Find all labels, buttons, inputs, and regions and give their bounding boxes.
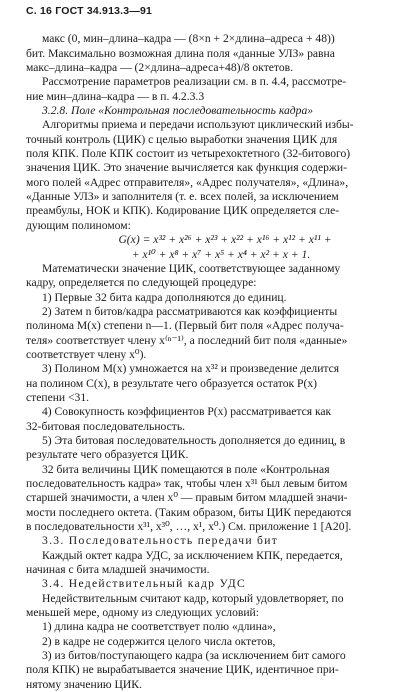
text-line: полинома M(x) степени n—1. (Первый бит поля «Адрес получа- (26, 319, 344, 333)
text-line: ние мин–длина–кадра — в п. 4.2.3.3 (26, 89, 205, 103)
text-line: последовательность кадра» так, чтобы член x³¹ был левым битом (26, 477, 348, 490)
text-line: макс (0, мин–длина–кадра — (8×n + 2×длина–адреса + 48)) (42, 32, 335, 46)
text-line: 32 бита величины ЦИК помещаются в поле «Контрольная (42, 462, 330, 476)
list-item: 4) Совокупность коэффициентов P(x) рассматривается как (42, 405, 332, 419)
text-line: мого полей «Адрес отправителя», «Адрес получателя», «Длина», (26, 175, 349, 189)
page-header: С. 16 ГОСТ 34.913.3—91 (26, 5, 153, 17)
text-line: кадру, определяется по следующей процедуре: (26, 276, 257, 290)
text-line: старшей значимости, а член x⁰ — правым битом младшей значи- (26, 491, 348, 505)
text-line: на полином C(x), в результате чего образуется остаток P(x) (26, 376, 318, 390)
text-line: мости последнего октета. (Таким образом, биты ЦИК передаются (26, 505, 352, 519)
text-line: Рассмотрение параметров реализации см. в п. 4.4, рассмотре- (42, 75, 347, 89)
text-line: теля» соответствует члену x⁽ⁿ⁻¹⁾, а последний бит поля «данные» (26, 333, 348, 347)
text-line: Недействительным считают кадр, который удовлетворяет, по (42, 591, 344, 605)
text-line: бит. Максимально возможная длина поля «данные УЛЗ» равна (26, 46, 335, 60)
text-line: начиная с бита младшей значимости. (26, 563, 210, 577)
list-item: 1) Первые 32 бита кадра дополняются до единиц. (42, 290, 287, 304)
text-line: макс–длина–кадра — (2×длина–адреса+48)/8 октетов. (26, 61, 293, 75)
text-line: меньшей мере, одному из следующих условий: (26, 606, 259, 620)
text-line: значения ЦИК. Это значение вычисляется как функция содержи- (26, 161, 347, 175)
text-line: дующим полиномом: (26, 218, 131, 232)
text-line: результате чего образуется ЦИК. (26, 448, 189, 462)
text-line: преамбулы, НОК и КПК). Кодирование ЦИК определяется сле- (26, 204, 340, 218)
text-line: «Данные УЛЗ» и заполнителя (т. е. всех полей, за исключением (26, 190, 339, 204)
text-line: нятому значению ЦИК. (26, 677, 142, 691)
polynomial-formula: G(x) = x³² + x²⁶ + x²³ + x²² + x¹⁶ + x¹² + x¹¹ + (118, 233, 332, 247)
list-item: 3) Полином M(x) умножается на x³² и произведение делится (42, 362, 340, 376)
section-heading: 3.3. Последовательность передачи бит (42, 534, 279, 548)
text-line: в последовательности x³¹, x³⁰, …, x¹, x⁰.) См. приложение 1 [А20]. (26, 520, 352, 534)
section-heading: 3.2.8. Поле «Контрольная последовательность кадра» (42, 104, 314, 118)
text-line: поля КПК. Поле КПК состоит из четырехоктетного (32-битового) (26, 147, 351, 161)
text-line: соответствует члену x⁰). (26, 347, 147, 361)
text-line: Математически значение ЦИК, соответствующее заданному (42, 261, 341, 275)
text-line: Алгоритмы приема и передачи используют циклический избы- (42, 118, 354, 132)
list-item: 2) Затем n битов/кадра рассматриваются как коэффициенты (42, 304, 338, 318)
list-item: 2) в кадре не содержится целого числа октетов, (42, 634, 276, 648)
text-line: Каждый октет кадра УДС, за исключением КПК, передается, (42, 548, 343, 562)
list-item: 5) Эта битовая последовательность дополняется до единиц, в (42, 433, 346, 447)
list-item: 3) из битов/поступающего кадра (за исключением бит самого (42, 649, 346, 663)
list-item: 1) длина кадра не соответствует полю «длина», (42, 620, 276, 634)
section-heading: 3.4. Недействительный кадр УДС (42, 577, 247, 591)
text-line: точный контроль (ЦИК) с целью выработки значения ЦИК для (26, 132, 338, 146)
text-line: степени <31. (26, 390, 90, 404)
text-line: 32-битовая последовательность. (26, 419, 186, 433)
text-line: поля КПК) не вырабатывается значение ЦИК, идентичное при- (26, 663, 339, 677)
polynomial-formula: + x¹⁰ + x⁸ + x⁷ + x⁵ + x⁴ + x² + x + 1. (131, 247, 311, 261)
